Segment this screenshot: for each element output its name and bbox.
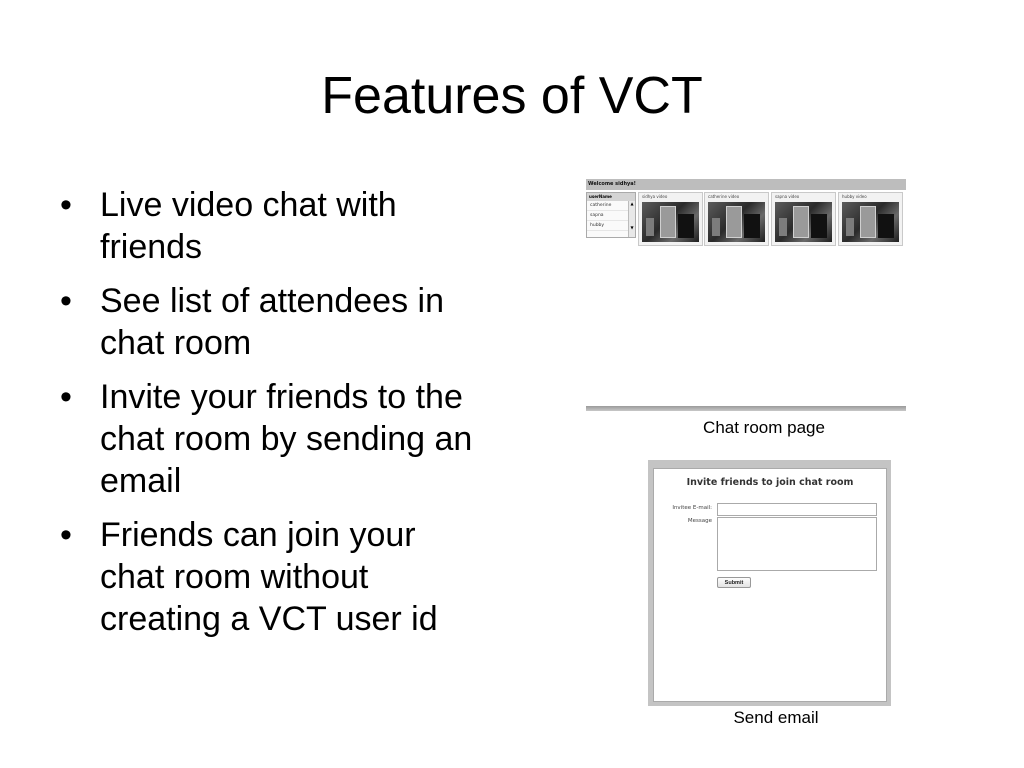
video-tile-label: hubby video [842, 194, 867, 199]
video-feed [708, 202, 765, 242]
slide-title: Features of VCT [321, 67, 703, 125]
message-label: Message [687, 518, 712, 524]
user-list-panel [586, 192, 636, 238]
bullet-icon: • [60, 186, 72, 224]
bullet-text: Invite your friends to the chat room by sending an email [100, 378, 473, 500]
feature-list [58, 184, 488, 652]
video-tile [704, 192, 769, 246]
message-field[interactable] [717, 517, 877, 571]
bullet-icon: • [60, 378, 72, 416]
user-list-header: userName [587, 193, 635, 201]
user-list-item[interactable]: catherine [587, 201, 635, 211]
bullet-icon: • [60, 516, 72, 554]
user-list-scrollbar[interactable] [628, 201, 635, 237]
send-email-caption: Send email [733, 708, 819, 727]
video-tile [771, 192, 836, 246]
video-tile [638, 192, 703, 246]
invitee-email-field[interactable] [717, 503, 877, 516]
email-label: Invitee E-mail: [672, 505, 712, 511]
bullet-text: Live video chat with friends [100, 186, 397, 266]
screenshot-divider [586, 406, 906, 411]
video-tile-label: catherine video [708, 194, 740, 199]
video-feed [775, 202, 832, 242]
video-feed [642, 202, 699, 242]
invite-form [653, 468, 887, 702]
user-list-item[interactable]: hubby [587, 221, 635, 231]
bullet-text: See list of attendees in chat room [100, 282, 445, 362]
list-item [58, 184, 488, 268]
bullet-text: Friends can join your chat room without creating a VCT user id [100, 516, 438, 638]
welcome-header: Welcome sidhya! [586, 179, 906, 190]
scroll-up-icon[interactable]: ▲ [630, 201, 634, 206]
bullet-icon: • [60, 282, 72, 320]
list-item [58, 514, 488, 640]
video-tile-label: sidhya video [642, 194, 668, 199]
chat-room-caption: Chat room page [703, 418, 825, 437]
video-tile-label: sapna video [775, 194, 800, 199]
list-item [58, 376, 488, 502]
user-list-item[interactable]: sapna [587, 211, 635, 221]
scroll-down-icon[interactable]: ▼ [630, 225, 634, 230]
chat-room-screenshot [586, 179, 906, 411]
submit-button[interactable]: Submit [717, 577, 751, 588]
list-item [58, 280, 488, 364]
video-feed [842, 202, 899, 242]
video-tile [838, 192, 903, 246]
invite-form-title: Invite friends to join chat room [686, 477, 854, 488]
invite-screenshot [648, 460, 891, 706]
